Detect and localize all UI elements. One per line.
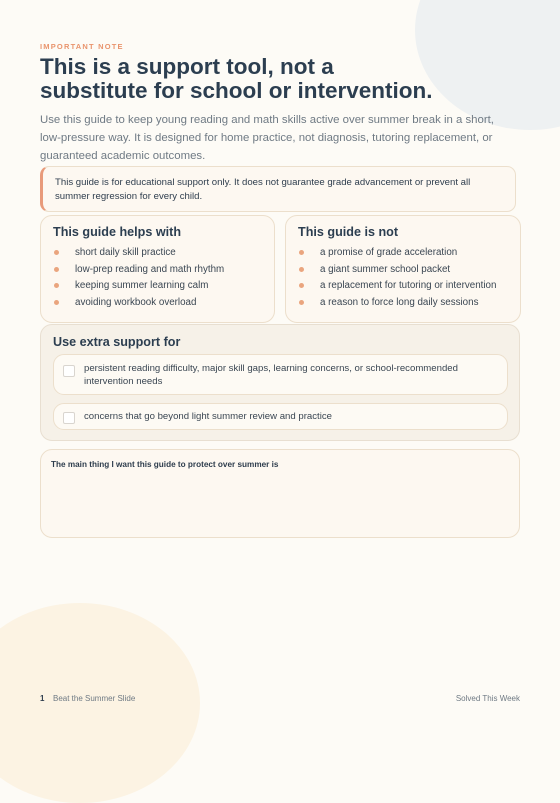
page-title bbox=[40, 55, 520, 103]
footer-brand: Solved This Week bbox=[455, 694, 520, 703]
write-in-box[interactable] bbox=[40, 449, 520, 538]
list-item-text: a promise of grade acceleration bbox=[320, 247, 458, 258]
bullet-dot-icon bbox=[299, 300, 304, 305]
extra-support-panel bbox=[40, 324, 520, 441]
list-item-text: low-prep reading and math rhythm bbox=[75, 263, 225, 275]
helps-with-list bbox=[53, 246, 224, 312]
disclaimer-callout bbox=[40, 166, 516, 212]
bullet-dot-icon bbox=[299, 283, 304, 288]
checklist-item-label: concerns that go beyond light summer review and practice bbox=[84, 411, 332, 422]
bullet-dot-icon bbox=[54, 300, 59, 305]
list-item-text: a reason to force long daily sessions bbox=[320, 296, 479, 308]
eyebrow-label: IMPORTANT NOTE bbox=[40, 42, 124, 51]
checklist-item[interactable] bbox=[53, 354, 508, 395]
helps-with-card bbox=[40, 215, 275, 323]
list-item bbox=[298, 296, 496, 313]
list-item-text: a giant summer school packet bbox=[320, 263, 451, 275]
intro-paragraph: Use this guide to keep young reading and math skills active over summer break in a short, low-pressure way. It is designed for home practice, not diagnosis, tutoring replacement, or guaranteed academic outcomes. bbox=[40, 114, 494, 162]
list-item-text: avoiding workbook overload bbox=[75, 296, 197, 308]
bullet-dot-icon bbox=[299, 267, 304, 272]
guide-is-not-card bbox=[285, 215, 521, 323]
guide-is-not-list bbox=[298, 246, 496, 312]
bullet-dot-icon bbox=[54, 267, 59, 272]
disclaimer-text: This guide is for educational support only. It does not guarantee grade advancement or prevent all summer regression for every child. bbox=[55, 177, 471, 202]
list-item bbox=[298, 279, 496, 296]
footer-doc-title: Beat the Summer Slide bbox=[53, 694, 136, 703]
list-item bbox=[298, 246, 496, 263]
checkbox[interactable] bbox=[63, 412, 75, 424]
checklist-item[interactable] bbox=[53, 403, 508, 430]
guide-is-not-heading: This guide is not bbox=[298, 225, 399, 239]
helps-with-heading: This guide helps with bbox=[53, 225, 182, 239]
list-item bbox=[53, 296, 224, 313]
list-item-text: short daily skill practice bbox=[75, 247, 176, 258]
bullet-dot-icon bbox=[299, 250, 304, 255]
title-line-1: This is a support tool, not a bbox=[40, 54, 334, 79]
list-item bbox=[298, 263, 496, 280]
bullet-dot-icon bbox=[54, 283, 59, 288]
bullet-dot-icon bbox=[54, 250, 59, 255]
decorative-circle-bottom-left bbox=[0, 603, 200, 803]
checkbox[interactable] bbox=[63, 365, 75, 377]
page-number: 1 bbox=[40, 694, 45, 703]
list-item-text: keeping summer learning calm bbox=[75, 280, 209, 291]
extra-support-heading: Use extra support for bbox=[53, 335, 181, 349]
list-item bbox=[53, 246, 224, 263]
title-line-2: substitute for school or intervention. bbox=[40, 78, 433, 103]
checklist-item-label: persistent reading difficulty, major skill gaps, learning concerns, or school-recommended intervention needs bbox=[84, 363, 458, 387]
list-item-text: a replacement for tutoring or intervention bbox=[320, 280, 497, 291]
list-item bbox=[53, 263, 224, 280]
write-in-prompt: The main thing I want this guide to protect over summer is bbox=[51, 460, 279, 469]
list-item bbox=[53, 279, 224, 296]
